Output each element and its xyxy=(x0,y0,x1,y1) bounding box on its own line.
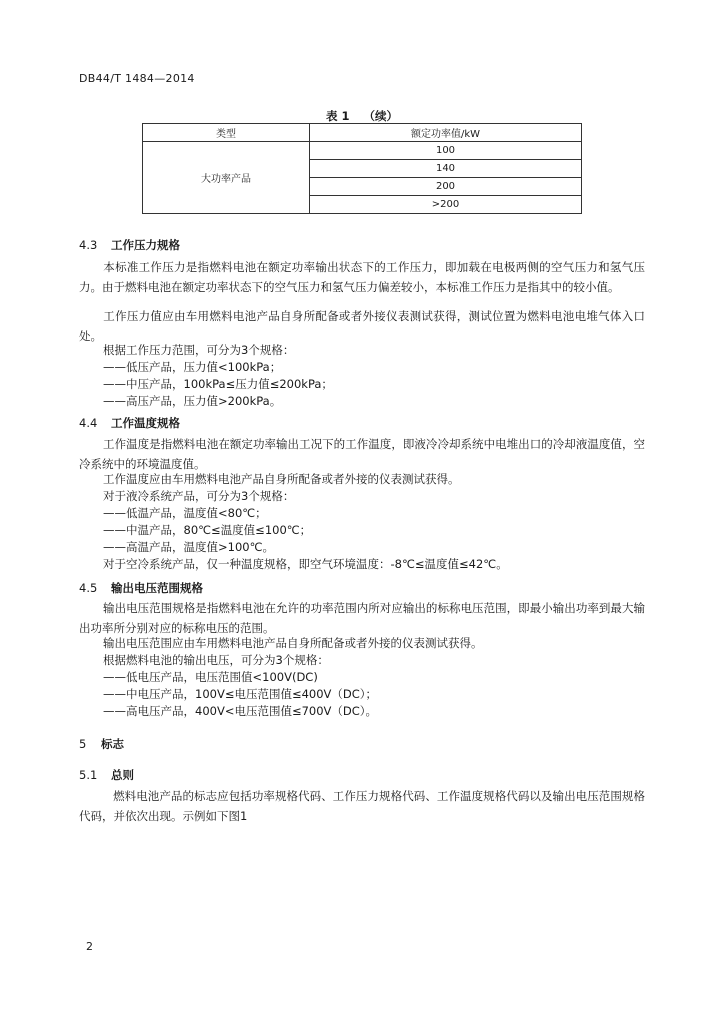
table-cell-value: 200 xyxy=(310,178,582,196)
paragraph-text: 燃料电池产品的标志应包括功率规格代码、工作压力规格代码、工作温度规格代码以及输出电压范围规格代码，并依次出现。示例如下图1 xyxy=(79,789,645,823)
list-item-text: ——高电压产品，400V<电压范围值≤700V（DC）。 xyxy=(103,704,378,718)
table-header-row xyxy=(143,124,582,142)
paragraph-text: 根据燃料电池的输出电压，可分为3个规格： xyxy=(103,653,329,667)
table-caption-continued: （续） xyxy=(363,109,398,123)
section-heading-5 xyxy=(79,736,124,752)
section-title: 总则 xyxy=(111,768,134,782)
paragraph-text: 输出电压范围应由车用燃料电池产品自身所配备或者外接的仪表测试获得。 xyxy=(103,636,483,650)
power-spec-table xyxy=(142,123,582,214)
section-title: 工作压力规格 xyxy=(111,238,180,252)
paragraph-text: 工作温度是指燃料电池在额定功率输出工况下的工作温度，即液冷冷却系统中电堆出口的冷却液温度值，空冷系统中的环境温度值。 xyxy=(79,437,645,471)
paragraph-text: 工作温度应由车用燃料电池产品自身所配备或者外接的仪表测试获得。 xyxy=(103,472,460,486)
section-title: 标志 xyxy=(101,737,124,751)
section-number: 5 xyxy=(79,737,87,751)
list-item-text: ——高温产品，温度值>100℃。 xyxy=(103,540,274,554)
paragraph xyxy=(79,258,645,297)
table-cell-value: 100 xyxy=(310,142,582,160)
list-item-text: ——中压产品，100kPa≤压力值≤200kPa； xyxy=(103,377,333,391)
table-cell-value: >200 xyxy=(310,196,582,214)
list-item xyxy=(79,702,645,722)
page-number: 2 xyxy=(86,940,93,953)
section-number: 4.4 xyxy=(79,416,98,430)
section-number: 5.1 xyxy=(79,768,98,782)
paragraph-text: 输出电压范围规格是指燃料电池在允许的功率范围内所对应输出的标称电压范围，即最小输出功率到最大输出功率所分别对应的标称电压的范围。 xyxy=(79,601,645,635)
list-item xyxy=(79,392,645,412)
doc-id: DB44/T 1484—2014 xyxy=(79,72,195,85)
paragraph-text: 工作压力值应由车用燃料电池产品自身所配备或者外接仪表测试获得，测试位置为燃料电池电堆气体入口处。 xyxy=(79,309,645,343)
list-item-text: ——中电压产品，100V≤电压范围值≤400V（DC）； xyxy=(103,687,378,701)
paragraph-text: 根据工作压力范围，可分为3个规格： xyxy=(103,343,295,357)
list-item-text: ——中温产品，80℃≤温度值≤100℃； xyxy=(103,523,312,537)
list-item-text: ——高压产品，压力值>200kPa。 xyxy=(103,394,282,408)
table-caption-title: 表 1 xyxy=(325,109,350,123)
paragraph-text: 本标准工作压力是指燃料电池在额定功率输出状态下的工作压力，即加载在电极两侧的空气压力和氢气压力。由于燃料电池在额定功率状态下的空气压力和氢气压力偏差较小，本标准工作压力是指其中的较小值。 xyxy=(79,260,645,294)
paragraph xyxy=(79,555,645,575)
table-cell-category: 大功率产品 xyxy=(143,142,310,214)
table-row xyxy=(143,142,582,160)
paragraph-text: 对于液冷系统产品，可分为3个规格： xyxy=(103,489,295,503)
section-title: 输出电压范围规格 xyxy=(111,581,203,595)
section-heading-5-1 xyxy=(79,767,134,783)
section-number: 4.5 xyxy=(79,581,98,595)
table-header-type: 类型 xyxy=(143,124,310,142)
table-caption xyxy=(0,108,724,124)
list-item-text: ——低电压产品，电压范围值<100V(DC) xyxy=(103,670,318,684)
paragraph xyxy=(79,787,645,826)
section-number: 4.3 xyxy=(79,238,98,252)
section-heading-4-5 xyxy=(79,580,203,596)
list-item-text: ——低温产品，温度值<80℃； xyxy=(103,506,267,520)
paragraph xyxy=(79,599,645,638)
paragraph-text: 对于空冷系统产品，仅一种温度规格，即空气环境温度：-8℃≤温度值≤42℃。 xyxy=(103,557,508,571)
section-heading-4-4 xyxy=(79,415,180,431)
paragraph xyxy=(79,435,645,474)
section-heading-4-3 xyxy=(79,237,180,253)
table-cell-value: 140 xyxy=(310,160,582,178)
list-item-text: ——低压产品，压力值<100kPa； xyxy=(103,360,282,374)
section-title: 工作温度规格 xyxy=(111,416,180,430)
table-header-power: 额定功率值/kW xyxy=(310,124,582,142)
